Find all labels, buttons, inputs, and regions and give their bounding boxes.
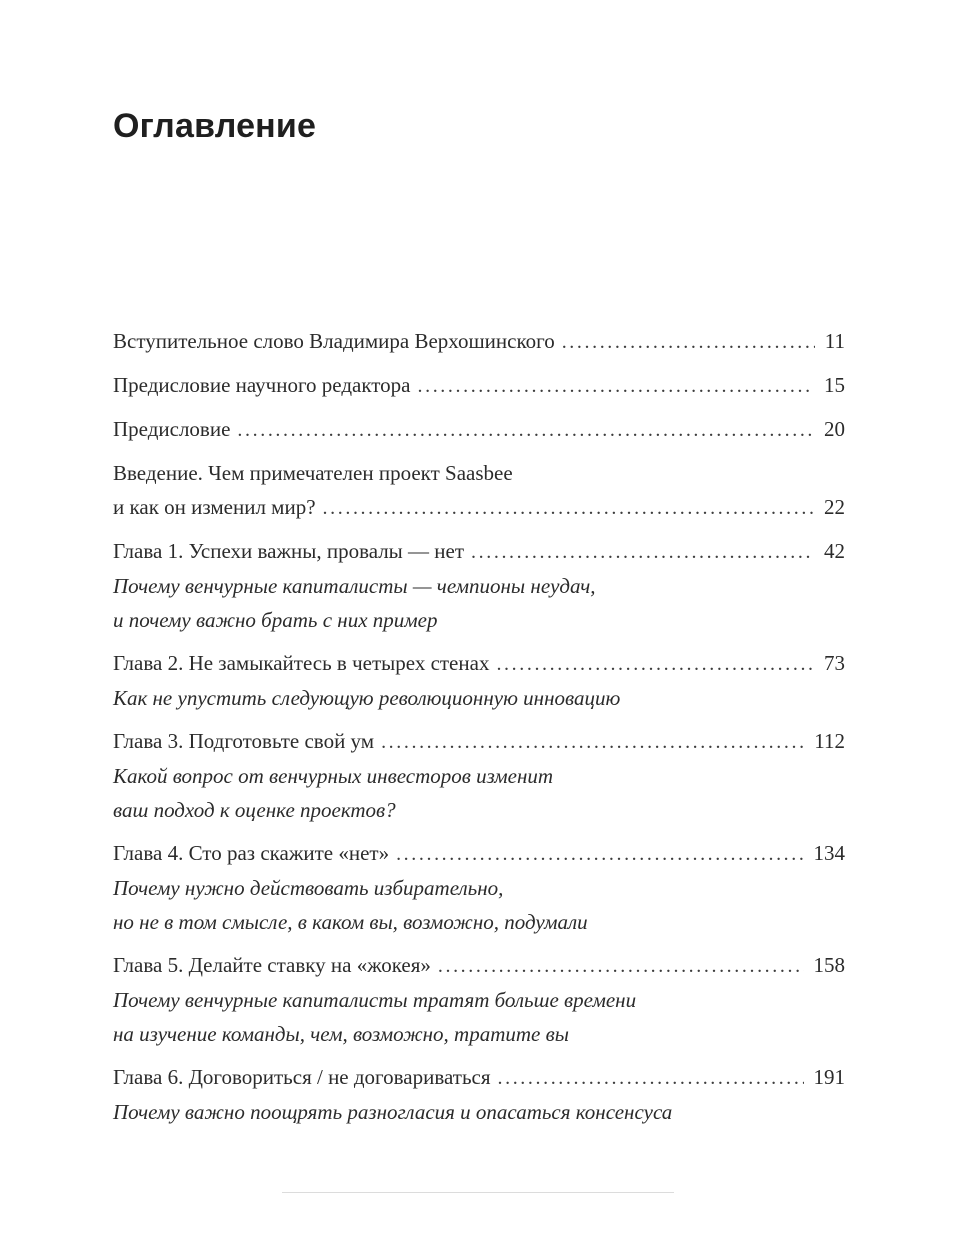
toc-entry-title: Глава 1. Успехи важны, провалы — нет — [113, 539, 465, 563]
toc-entry-line — [113, 724, 845, 759]
toc-entry-title: Введение. Чем примечателен проект Saasbee — [113, 461, 513, 485]
toc-entry-page-number: 22 — [824, 495, 845, 519]
toc-entry-page-number: 158 — [813, 953, 845, 977]
toc-entry-title: Глава 2. Не замыкайтесь в четырех стенах — [113, 651, 490, 675]
dot-leader — [418, 368, 815, 403]
toc-entry — [113, 412, 845, 447]
toc-entry-page-number: 20 — [824, 417, 845, 441]
toc-entry-title: Предисловие — [113, 417, 231, 441]
toc-entry-subtitle: ваш подход к оценке проектов? — [113, 798, 396, 822]
toc-entry-page-number: 73 — [824, 651, 845, 675]
dot-leader — [396, 836, 803, 871]
toc-entry-subtitle: на изучение команды, чем, возможно, тратите вы — [113, 1022, 569, 1046]
toc-entry-page-number: 42 — [824, 539, 845, 563]
toc-entry-title: Глава 6. Договориться / не договариваться — [113, 1065, 491, 1089]
toc-entry-line — [113, 1060, 845, 1095]
toc-entry — [113, 646, 845, 715]
toc-entry-line — [113, 646, 845, 681]
toc-entry — [113, 724, 845, 827]
dot-leader — [498, 1060, 804, 1095]
toc-entry-title: и как он изменил мир? — [113, 495, 316, 519]
toc-entry — [113, 456, 845, 525]
toc-entry-page-number: 191 — [813, 1065, 845, 1089]
toc-entry — [113, 948, 845, 1051]
toc-entry-line — [113, 534, 845, 569]
toc-entry-title: Глава 3. Подготовьте свой ум — [113, 729, 375, 753]
dot-leader — [471, 534, 814, 569]
toc-entry-subtitle: Почему важно поощрять разногласия и опасаться консенсуса — [113, 1100, 673, 1124]
toc-entry-line — [113, 456, 845, 490]
dot-leader — [381, 724, 804, 759]
dot-leader — [562, 324, 815, 359]
toc-entry-title: Глава 5. Делайте ставку на «жокея» — [113, 953, 431, 977]
toc-entry — [113, 368, 845, 403]
toc-entry-subtitle: но не в том смысле, в каком вы, возможно, подумали — [113, 910, 588, 934]
toc-entry-subtitle: и почему важно брать с них пример — [113, 608, 438, 632]
toc-entry — [113, 534, 845, 637]
toc-entry-subtitle: Почему нужно действовать избирательно, — [113, 876, 504, 900]
toc-entry-page-number: 15 — [824, 373, 845, 397]
toc-entry-line — [113, 490, 845, 525]
toc-entry — [113, 1060, 845, 1129]
toc-entry-page-number: 112 — [814, 729, 845, 753]
toc-entry-subtitle: Какой вопрос от венчурных инвесторов изменит — [113, 764, 554, 788]
dot-leader — [496, 646, 814, 681]
dot-leader — [237, 412, 814, 447]
dot-leader — [438, 948, 804, 983]
toc-entry-line — [113, 412, 845, 447]
toc-entry-subtitle: Как не упустить следующую революционную инновацию — [113, 686, 621, 710]
toc-entry-title: Вступительное слово Владимира Верхошинского — [113, 329, 555, 353]
toc-entry-subtitle: Почему венчурные капиталисты — чемпионы неудач, — [113, 574, 596, 598]
page-title: Оглавление — [113, 107, 317, 145]
dot-leader — [323, 490, 814, 525]
toc-entry-subtitle: Почему венчурные капиталисты тратят больше времени — [113, 988, 637, 1012]
toc-entry-line — [113, 368, 845, 403]
toc-entry-title: Глава 4. Сто раз скажите «нет» — [113, 841, 390, 865]
toc-entry-line — [113, 836, 845, 871]
toc-entry-line — [113, 324, 845, 359]
toc-entry-page-number: 134 — [813, 841, 845, 865]
toc-entry — [113, 324, 845, 359]
toc-entry — [113, 836, 845, 939]
toc-entry-title: Предисловие научного редактора — [113, 373, 411, 397]
toc-entry-line — [113, 948, 845, 983]
toc-entry-page-number: 11 — [824, 329, 845, 353]
toc-list — [113, 324, 845, 1129]
page-break-divider — [282, 1192, 674, 1193]
